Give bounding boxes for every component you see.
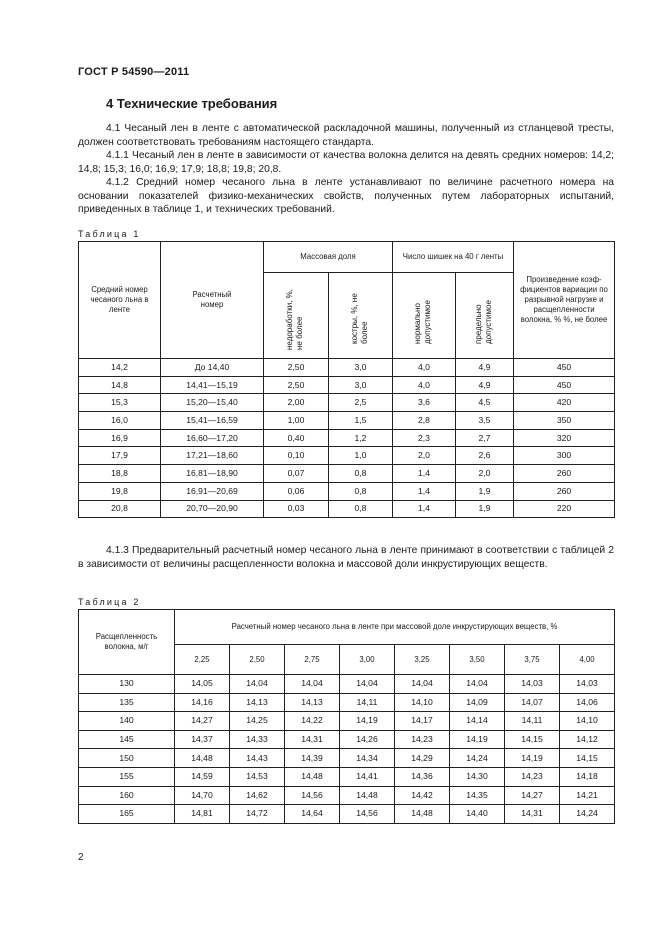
t2-header-calc-number: Расчетный номер чесаного льна в ленте при массовой доле инкрустирующих веществ, % [175, 610, 615, 645]
table1 [78, 241, 615, 518]
table-cell: 2,00 [264, 394, 329, 412]
table-cell: 140 [79, 712, 175, 731]
table-cell: 14,39 [285, 749, 340, 768]
table-cell: 14,26 [340, 730, 395, 749]
t2-header-share: 2,25 [175, 645, 230, 675]
table-cell: 18,8 [79, 465, 161, 483]
table-row [79, 394, 615, 412]
table-row [79, 465, 615, 483]
table-cell: 2,8 [393, 412, 456, 430]
table-cell: 260 [514, 482, 615, 500]
table-cell: 1,5 [329, 412, 393, 430]
table-cell: 14,05 [175, 675, 230, 694]
table-cell: 17,9 [79, 447, 161, 465]
table-cell: 14,04 [285, 675, 340, 694]
table-cell: 14,19 [505, 749, 560, 768]
table-cell: 20,8 [79, 500, 161, 518]
table-row [79, 675, 615, 694]
table-cell: 14,48 [395, 805, 450, 824]
table-cell: 14,09 [450, 693, 505, 712]
table-row [79, 805, 615, 824]
section-title: 4 Технические требования [106, 96, 278, 111]
t1-header-normal: нормально допустимое [393, 273, 456, 359]
table-cell: 14,72 [230, 805, 285, 824]
table-cell: 0,10 [264, 447, 329, 465]
table-cell: 16,0 [79, 412, 161, 430]
table-cell: 14,70 [175, 786, 230, 805]
table-cell: 2,50 [264, 359, 329, 377]
table-cell: 0,06 [264, 482, 329, 500]
table-cell: 0,07 [264, 465, 329, 483]
table-cell: 14,48 [285, 767, 340, 786]
table-cell: 14,29 [395, 749, 450, 768]
table-cell: 14,04 [450, 675, 505, 694]
table-cell: 14,40 [450, 805, 505, 824]
table-cell: 14,21 [560, 786, 615, 805]
table-cell: 14,19 [450, 730, 505, 749]
table-cell: 0,40 [264, 429, 329, 447]
table-cell: 16,81—18,90 [161, 465, 264, 483]
t2-header-share: 3,00 [340, 645, 395, 675]
table-cell: 14,07 [505, 693, 560, 712]
table-cell: 14,22 [285, 712, 340, 731]
table-cell: 20,70—20,90 [161, 500, 264, 518]
table-row [79, 500, 615, 518]
table-cell: 2,50 [264, 376, 329, 394]
t2-header-share: 3,50 [450, 645, 505, 675]
table-cell: 16,60—17,20 [161, 429, 264, 447]
table-cell: 14,48 [340, 786, 395, 805]
table-row [79, 693, 615, 712]
document-number: ГОСТ Р 54590—2011 [78, 66, 190, 78]
table-cell: 4,9 [456, 376, 514, 394]
table-cell: 14,27 [505, 786, 560, 805]
table-cell: 1,4 [393, 500, 456, 518]
table-cell: 14,12 [560, 730, 615, 749]
table-row [79, 447, 615, 465]
t1-header-underprocessing: недоработки, %, не более [264, 273, 329, 359]
table-cell: 14,10 [395, 693, 450, 712]
table-cell: 14,34 [340, 749, 395, 768]
table-cell: 14,04 [230, 675, 285, 694]
table-cell: 14,56 [285, 786, 340, 805]
table-row [79, 429, 615, 447]
table1-caption: Таблица 1 [78, 229, 141, 239]
table-cell: 14,13 [230, 693, 285, 712]
table-cell: 14,35 [450, 786, 505, 805]
table-cell: 14,15 [560, 749, 615, 768]
t1-header-shives: костры, %, не более [329, 273, 393, 359]
table-cell: 14,36 [395, 767, 450, 786]
table-cell: 14,10 [560, 712, 615, 731]
table-cell: 165 [79, 805, 175, 824]
table-cell: 4,0 [393, 376, 456, 394]
table-cell: 14,41 [340, 767, 395, 786]
table-cell: 14,16 [175, 693, 230, 712]
table-cell: 14,48 [175, 749, 230, 768]
table-cell: 14,59 [175, 767, 230, 786]
table-cell: 420 [514, 394, 615, 412]
paragraph-4-1-2: 4.1.2 Средний номер чесаного льна в ленте устанавливают по величине расчетного номера на основании показателей физико-механических свойств, полученных путем лабораторных испытаний, приведенных в таблице 1, и технических требований. [78, 177, 614, 215]
table-cell: 14,03 [560, 675, 615, 694]
table-cell: 14,15 [505, 730, 560, 749]
t1-header-limit: предельно допустимое [456, 273, 514, 359]
table-cell: 1,00 [264, 412, 329, 430]
table-cell: 0,03 [264, 500, 329, 518]
table-cell: 260 [514, 465, 615, 483]
table-cell: 14,04 [395, 675, 450, 694]
table-row [79, 376, 615, 394]
table-row [79, 730, 615, 749]
table-cell: 14,31 [285, 730, 340, 749]
paragraph-4-1-1: 4.1.1 Чесаный лен в ленте в зависимости от качества волокна делится на девять средних номеров: 14,2; 14,8; 15,3; 16,0; 16,9; 17,9; 18,8; 19,8; 20,8. [78, 150, 614, 175]
table-cell: 0,8 [329, 500, 393, 518]
table-cell: 4,5 [456, 394, 514, 412]
table-cell: 4,9 [456, 359, 514, 377]
table-cell: 3,5 [456, 412, 514, 430]
table-cell: 19,8 [79, 482, 161, 500]
paragraph-4-1-3: 4.1.3 Предварительный расчетный номер чесаного льна в ленте принимают в соответствии с таблицей 2 в зависимости от величины расщепленности волокна и массовой доли инкрустирующих веществ. [78, 545, 614, 570]
table-cell: 0,8 [329, 465, 393, 483]
table-cell: 135 [79, 693, 175, 712]
table-cell: 14,33 [230, 730, 285, 749]
table-cell: 14,81 [175, 805, 230, 824]
table-cell: 450 [514, 376, 615, 394]
t2-header-share: 3,75 [505, 645, 560, 675]
table-cell: 2,5 [329, 394, 393, 412]
table-cell: 150 [79, 749, 175, 768]
table-cell: 17,21—18,60 [161, 447, 264, 465]
t1-header-avg-number: Средний номер чесаного льна в ленте [79, 242, 161, 359]
table-cell: 14,23 [505, 767, 560, 786]
table-cell: 14,14 [450, 712, 505, 731]
table-cell: 14,43 [230, 749, 285, 768]
table-cell: 14,64 [285, 805, 340, 824]
table-cell: 14,27 [175, 712, 230, 731]
table-cell: 14,25 [230, 712, 285, 731]
table-row [79, 412, 615, 430]
table-cell: 4,0 [393, 359, 456, 377]
table-cell: 14,8 [79, 376, 161, 394]
table-row [79, 482, 615, 500]
table-cell: 14,42 [395, 786, 450, 805]
table-cell: 2,7 [456, 429, 514, 447]
table-cell: 16,91—20,69 [161, 482, 264, 500]
t1-header-calc-number: Расчетный номер [161, 242, 264, 359]
table-cell: 3,6 [393, 394, 456, 412]
table-cell: 1,4 [393, 482, 456, 500]
t2-header-share: 2,75 [285, 645, 340, 675]
table-cell: 1,0 [329, 447, 393, 465]
t2-header-share: 4,00 [560, 645, 615, 675]
table-cell: 220 [514, 500, 615, 518]
table-cell: 14,17 [395, 712, 450, 731]
table-cell: 14,37 [175, 730, 230, 749]
table-cell: 300 [514, 447, 615, 465]
table-cell: 14,18 [560, 767, 615, 786]
table-cell: 0,8 [329, 482, 393, 500]
table-cell: 14,13 [285, 693, 340, 712]
table-cell: 16,9 [79, 429, 161, 447]
table-cell: 130 [79, 675, 175, 694]
table2 [78, 609, 615, 824]
table-cell: 14,04 [340, 675, 395, 694]
table-row [79, 712, 615, 731]
table-row [79, 359, 615, 377]
table-cell: До 14,40 [161, 359, 264, 377]
table-cell: 2,0 [393, 447, 456, 465]
table-row [79, 786, 615, 805]
table-cell: 14,41—15,19 [161, 376, 264, 394]
t2-header-share: 3,25 [395, 645, 450, 675]
t1-header-product: Произведение коэф-фициентов вариации по разрывной нагрузке и расщепленности волокна, % %, не более [514, 242, 615, 359]
table-cell: 15,20—15,40 [161, 394, 264, 412]
table-cell: 14,30 [450, 767, 505, 786]
table-row [79, 767, 615, 786]
table-cell: 14,31 [505, 805, 560, 824]
table-cell: 14,56 [340, 805, 395, 824]
table-cell: 3,0 [329, 359, 393, 377]
page-number: 2 [78, 852, 84, 863]
table-cell: 14,06 [560, 693, 615, 712]
table-cell: 14,53 [230, 767, 285, 786]
table-cell: 14,2 [79, 359, 161, 377]
t1-header-mass-share: Массовая доля [264, 242, 393, 273]
table-cell: 3,0 [329, 376, 393, 394]
table-cell: 15,41—16,59 [161, 412, 264, 430]
table-cell: 2,0 [456, 465, 514, 483]
table-cell: 320 [514, 429, 615, 447]
table-cell: 14,62 [230, 786, 285, 805]
table-cell: 1,2 [329, 429, 393, 447]
t2-header-share: 2,50 [230, 645, 285, 675]
table-cell: 2,3 [393, 429, 456, 447]
table-cell: 15,3 [79, 394, 161, 412]
table-cell: 160 [79, 786, 175, 805]
paragraph-4-1: 4.1 Чесаный лен в ленте с автоматической раскладочной машины, полученный из стланцевой тресты, должен соответствовать требованиям настоящего стандарта. [78, 123, 614, 148]
t2-header-splitting: Расщепленность волокна, м/г [79, 610, 175, 675]
table2-caption: Таблица 2 [78, 597, 141, 607]
table-cell: 14,24 [450, 749, 505, 768]
table-cell: 14,23 [395, 730, 450, 749]
table-cell: 14,03 [505, 675, 560, 694]
table-cell: 14,11 [505, 712, 560, 731]
table-cell: 1,9 [456, 500, 514, 518]
t1-header-knots: Число шишек на 40 г ленты [393, 242, 514, 273]
table-cell: 450 [514, 359, 615, 377]
table-cell: 1,9 [456, 482, 514, 500]
table-cell: 2,6 [456, 447, 514, 465]
table-cell: 14,11 [340, 693, 395, 712]
table-row [79, 749, 615, 768]
table-cell: 155 [79, 767, 175, 786]
table-cell: 14,24 [560, 805, 615, 824]
table-cell: 350 [514, 412, 615, 430]
table-cell: 1,4 [393, 465, 456, 483]
table-cell: 145 [79, 730, 175, 749]
table-cell: 14,19 [340, 712, 395, 731]
